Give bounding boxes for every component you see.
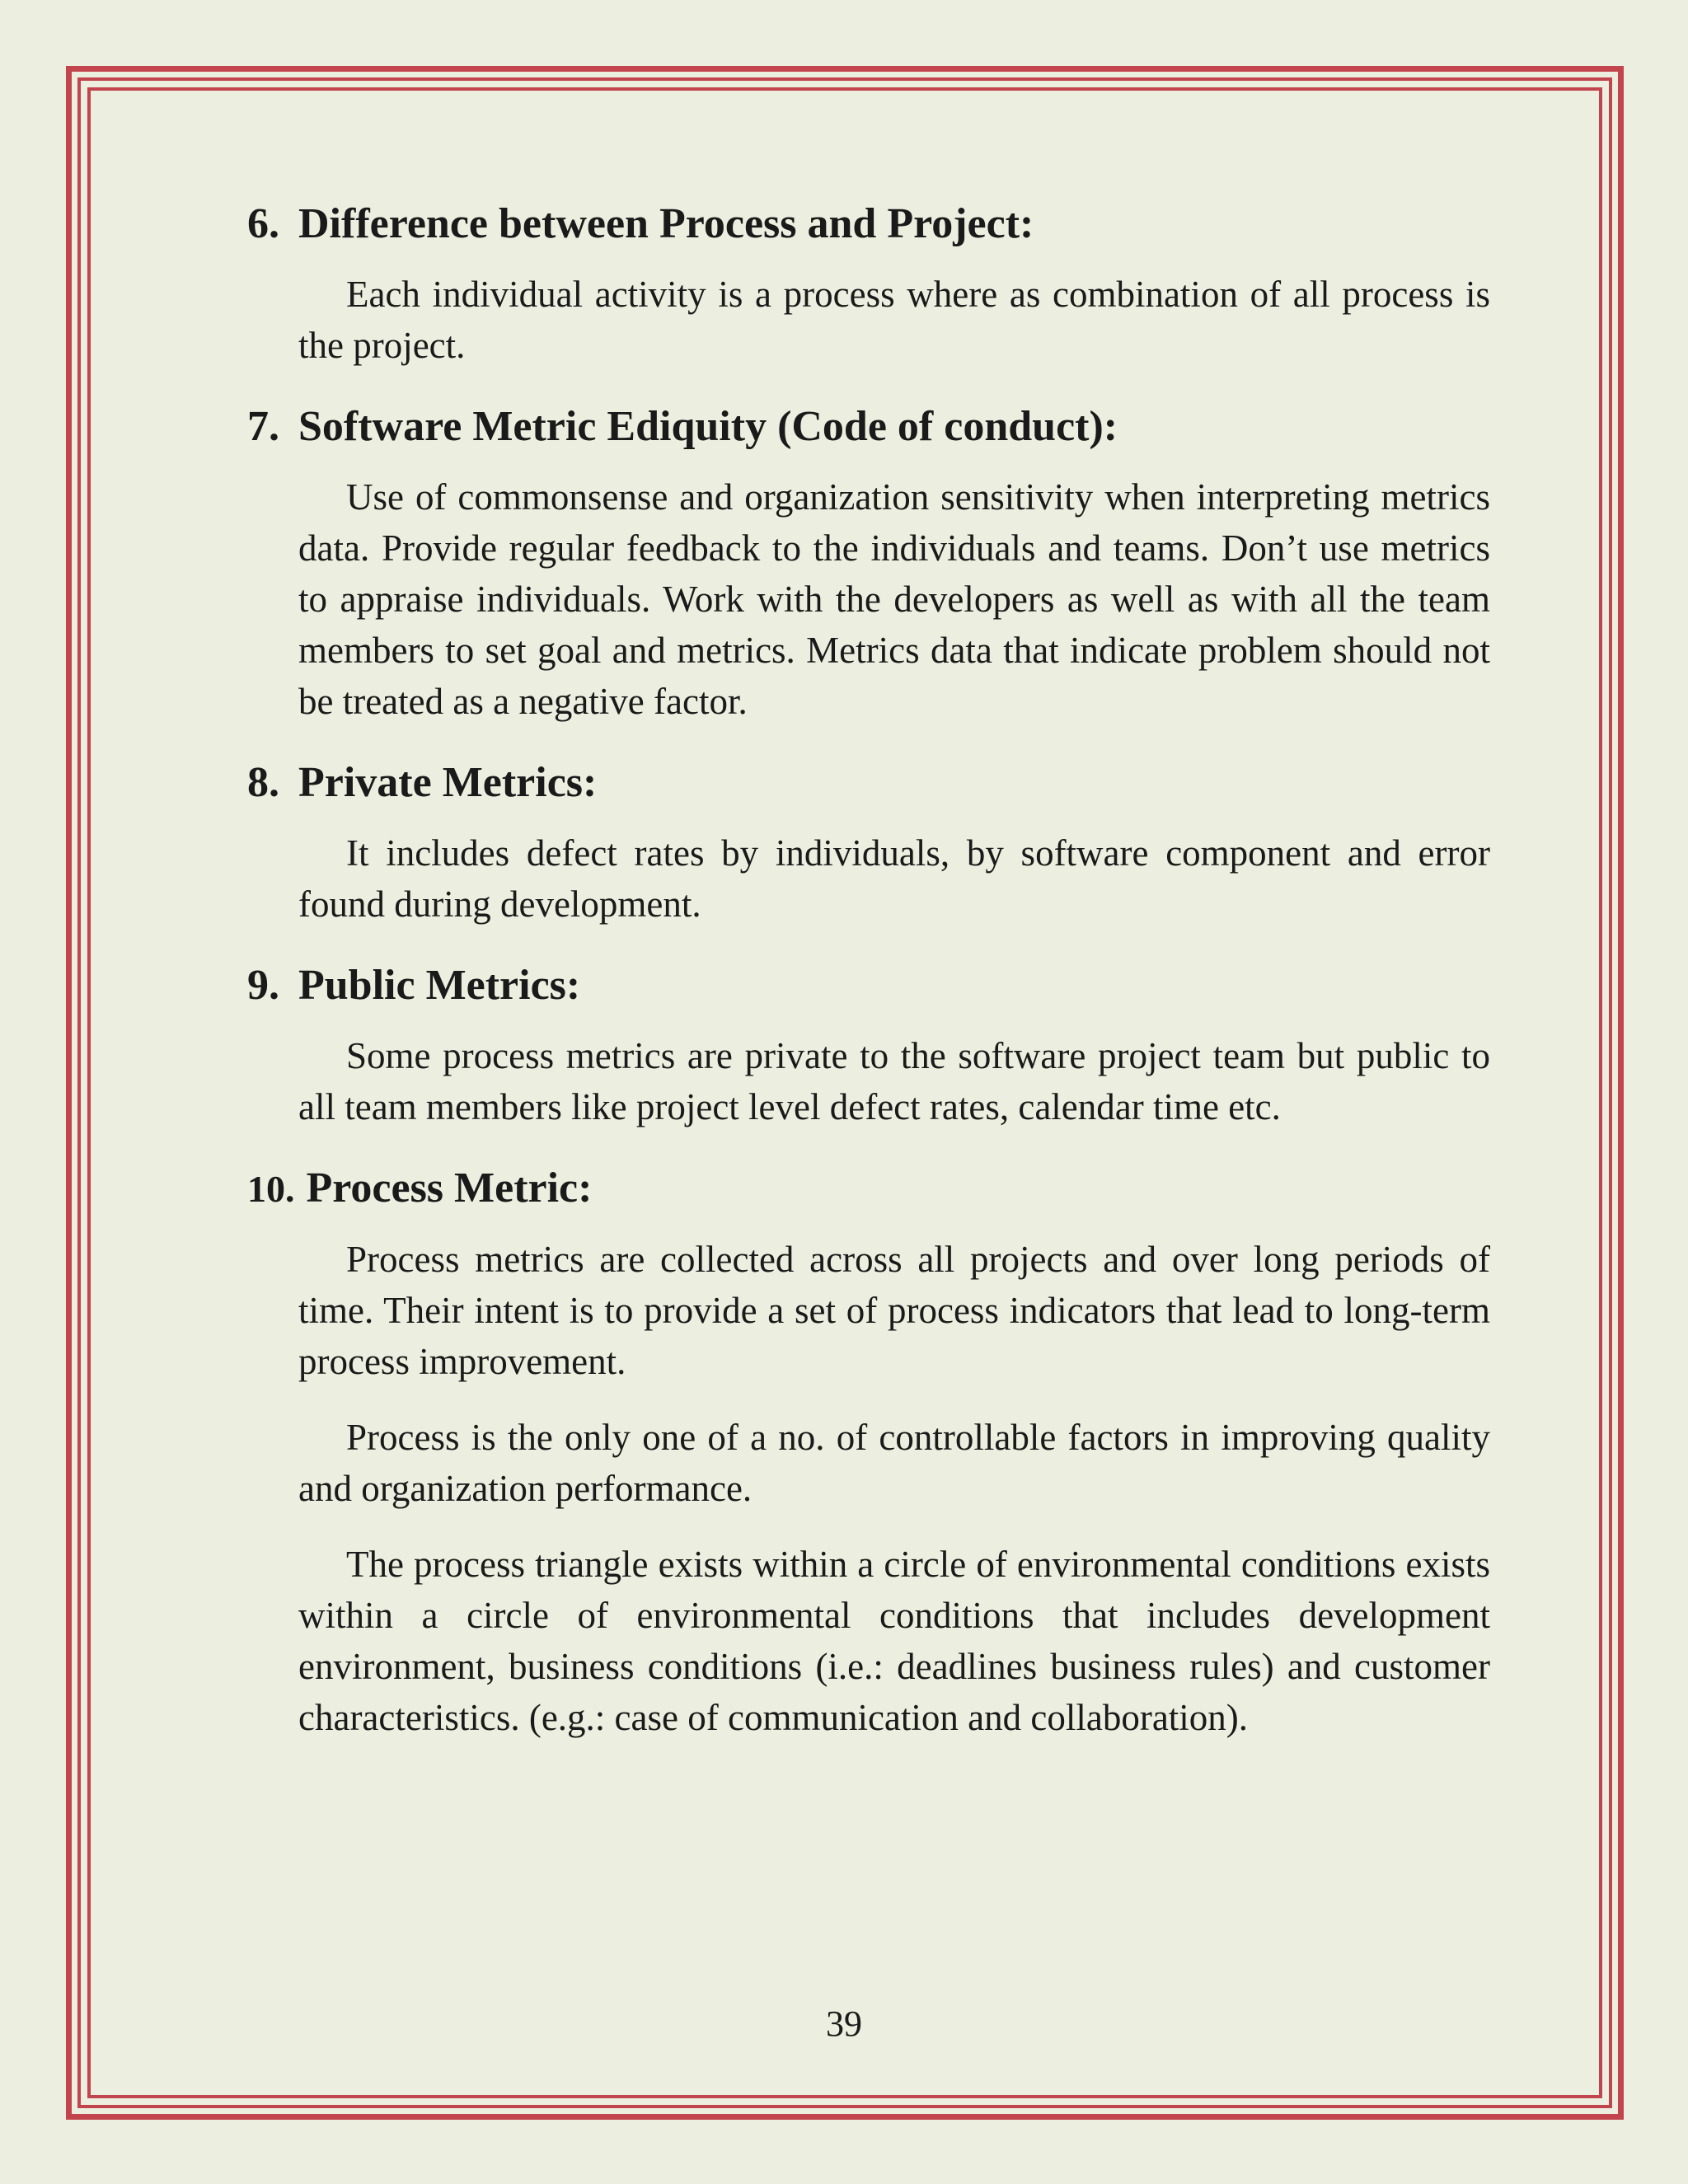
paragraph: Process is the only one of a no. of controllable factors in improving quality and organization performance. [298, 1417, 1490, 1509]
section-title: Private Metrics: [298, 759, 598, 806]
section-heading [247, 956, 1490, 1015]
section-8 [247, 753, 1490, 930]
section-number: 8. [247, 759, 279, 806]
section-heading [247, 1159, 1490, 1219]
section-heading [247, 397, 1490, 457]
page-content [247, 194, 1490, 1743]
page-number: 39 [826, 2004, 862, 2044]
section-heading [247, 194, 1490, 254]
section-9 [247, 956, 1490, 1132]
section-number: 6. [247, 200, 279, 247]
section-heading [247, 753, 1490, 813]
section-6 [247, 194, 1490, 371]
paragraph: Use of commonsense and organization sensitivity when interpreting metrics data. Provide regular feedback to the individuals and teams. Don’t use metrics to appraise individuals. Work with the developers as well as with all the team members to set goal and metrics. Metrics data that indicate problem should not be treated as a negative factor. [298, 476, 1490, 722]
section-number: 7. [247, 403, 279, 450]
section-title: Software Metric Ediquity (Code of conduct): [298, 403, 1118, 450]
paragraph: Process metrics are collected across all projects and over long periods of time. Their intent is to provide a set of process indicators that lead to long-term process improvement. [298, 1239, 1490, 1382]
section-title: Public Metrics: [298, 962, 581, 1009]
section-10 [247, 1159, 1490, 1743]
section-number: 10. [247, 1168, 295, 1210]
paragraph: It includes defect rates by individuals, by software component and error found during development. [298, 832, 1490, 925]
paragraph: Some process metrics are private to the software project team but public to all team members like project level defect rates, calendar time etc. [298, 1035, 1490, 1127]
section-title: Process Metric: [306, 1165, 593, 1212]
paragraph: The process triangle exists within a circle of environmental conditions exists within a circle of environmental conditions that includes development environment, business conditions (i.e.: deadlines business rules) and customer characteristics. (e.g.: case of communication and collaboration). [298, 1544, 1490, 1738]
paragraph: Each individual activity is a process where as combination of all process is the project. [298, 274, 1490, 366]
section-number: 9. [247, 962, 279, 1009]
section-title: Difference between Process and Project: [298, 200, 1034, 247]
section-7 [247, 397, 1490, 727]
